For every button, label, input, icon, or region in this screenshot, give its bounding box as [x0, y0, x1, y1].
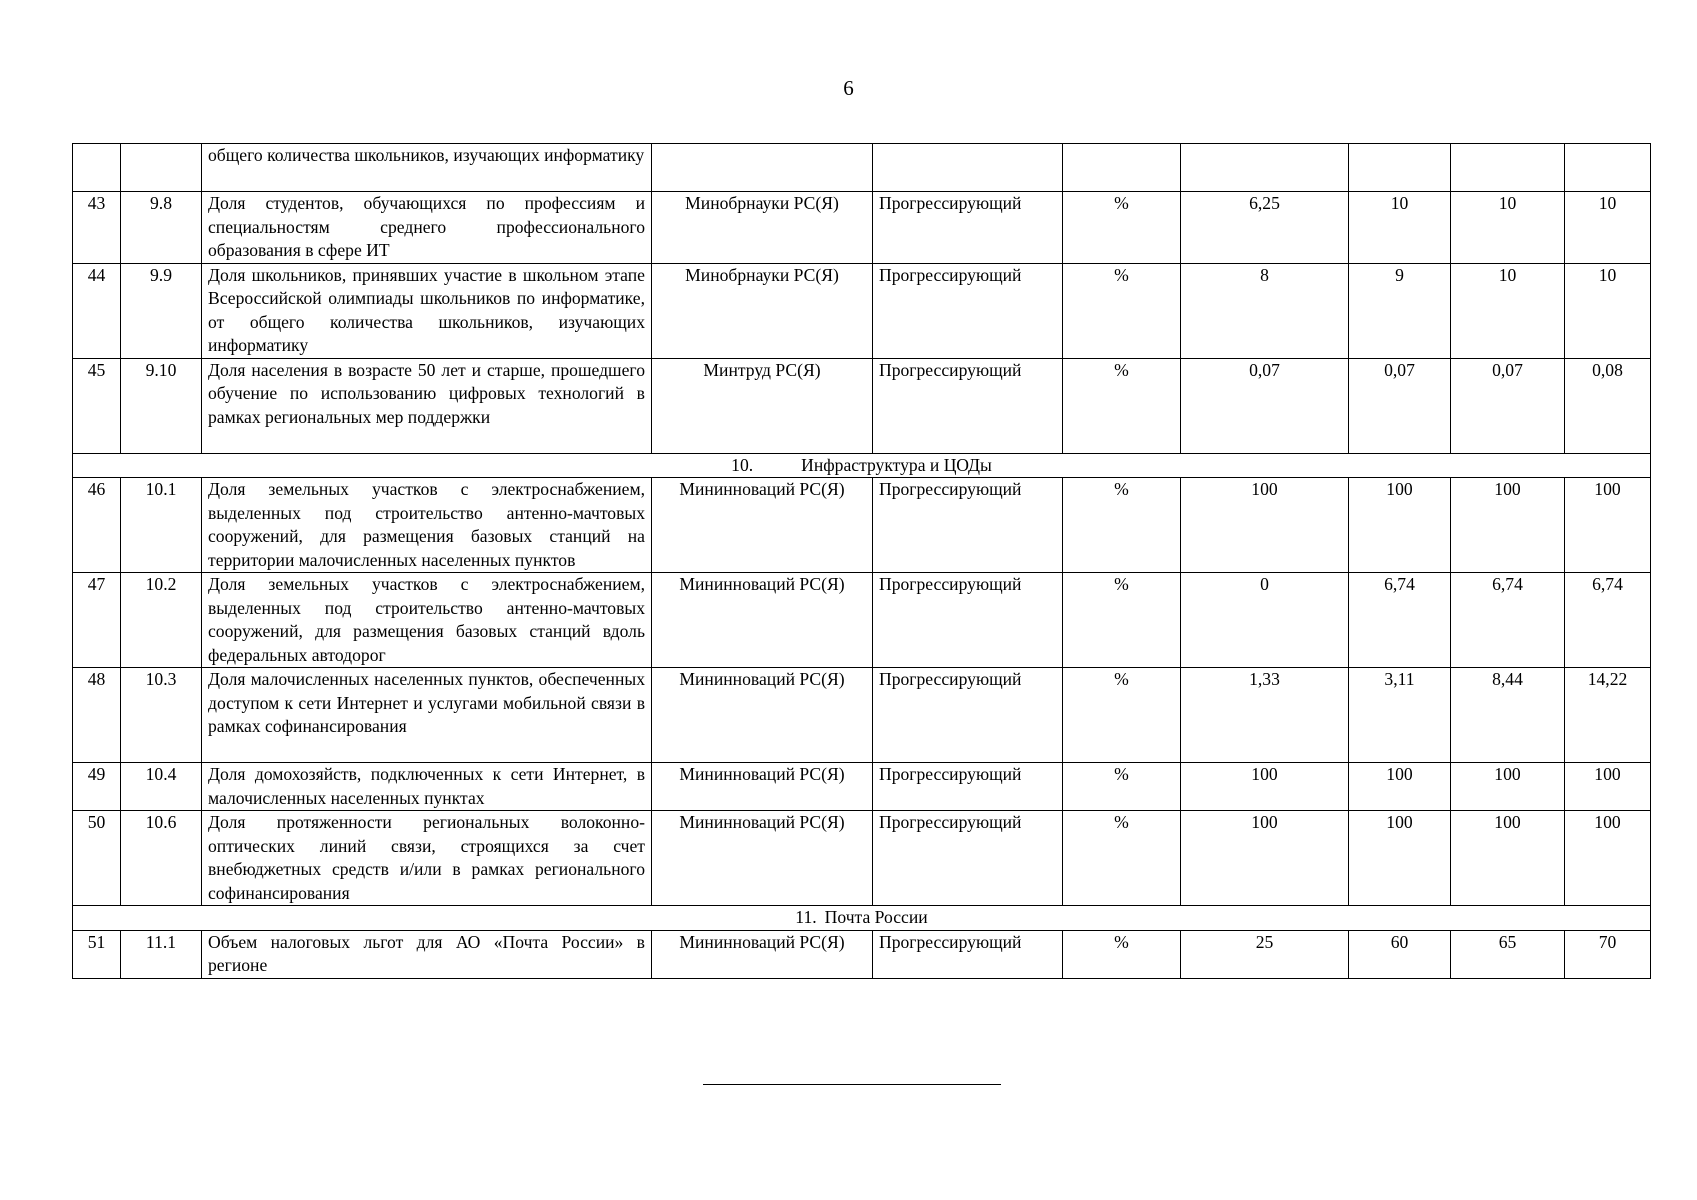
- indicator-code-cell: 10.2: [121, 573, 202, 668]
- indicator-name-cell: Объем налоговых льгот для АО «Почта России» в регионе: [202, 930, 652, 978]
- responsible-org-cell: Мининноваций РС(Я): [652, 478, 873, 573]
- row-number-cell: 45: [73, 358, 121, 453]
- value-cell: 100: [1349, 811, 1451, 906]
- indicator-name-cell: Доля протяженности региональных волоконно-оптических линий связи, строящихся за счет внебюджетных средств и/или в рамках регионального софинансирования: [202, 811, 652, 906]
- value-cell: 6,74: [1565, 573, 1651, 668]
- section-header-10: [73, 453, 1651, 478]
- row-number-cell: 46: [73, 478, 121, 573]
- responsible-org-cell: Мининноваций РС(Я): [652, 811, 873, 906]
- unit-cell: %: [1063, 573, 1181, 668]
- unit-cell: %: [1063, 763, 1181, 811]
- indicator-code-cell: 10.6: [121, 811, 202, 906]
- value-cell: 100: [1451, 478, 1565, 573]
- value-cell: 70: [1565, 930, 1651, 978]
- indicator-type-cell: Прогрессирующий: [873, 478, 1063, 573]
- value-cell: 10: [1451, 192, 1565, 264]
- unit-cell: %: [1063, 668, 1181, 763]
- value-cell: 6,25: [1181, 192, 1349, 264]
- value-cell: 60: [1349, 930, 1451, 978]
- row-number-cell: 44: [73, 263, 121, 358]
- unit-cell: %: [1063, 930, 1181, 978]
- responsible-org-cell: Мининноваций РС(Я): [652, 668, 873, 763]
- table-row: [73, 478, 1651, 573]
- value-cell: 10: [1451, 263, 1565, 358]
- row-number-cell: 47: [73, 573, 121, 668]
- value-cell: 10: [1565, 263, 1651, 358]
- responsible-org-cell: Мининноваций РС(Я): [652, 573, 873, 668]
- value-cell: 100: [1181, 811, 1349, 906]
- value-cell: 100: [1451, 763, 1565, 811]
- value-cell: 0,07: [1181, 358, 1349, 453]
- unit-cell: %: [1063, 358, 1181, 453]
- value-cell: 0,07: [1451, 358, 1565, 453]
- row-number-cell: 48: [73, 668, 121, 763]
- responsible-org-cell: Минтруд РС(Я): [652, 358, 873, 453]
- table-row: [73, 811, 1651, 906]
- value-cell: 6,74: [1349, 573, 1451, 668]
- indicator-code-cell: 9.10: [121, 358, 202, 453]
- indicator-type-cell: Прогрессирующий: [873, 358, 1063, 453]
- row-number-cell: 50: [73, 811, 121, 906]
- section-header-11: [73, 906, 1651, 931]
- table-row: [73, 668, 1651, 763]
- responsible-org-cell: Мининноваций РС(Я): [652, 930, 873, 978]
- indicator-name-cell: Доля студентов, обучающихся по профессиям и специальностям среднего профессионального образования в сфере ИТ: [202, 192, 652, 264]
- value-cell: 100: [1349, 478, 1451, 573]
- value-cell: 8: [1181, 263, 1349, 358]
- indicator-name-cell: Доля школьников, принявших участие в школьном этапе Всероссийской олимпиады школьников по информатике, от общего количества школьников, изучающих информатику: [202, 263, 652, 358]
- table-row: [73, 358, 1651, 453]
- section-number: 10.: [731, 454, 754, 475]
- value-cell: 100: [1565, 811, 1651, 906]
- value-cell: 0,07: [1349, 358, 1451, 453]
- row-number-cell: 43: [73, 192, 121, 264]
- value-cell: 65: [1451, 930, 1565, 978]
- value-cell: 10: [1349, 192, 1451, 264]
- table-row: [73, 192, 1651, 264]
- row-number-cell: 49: [73, 763, 121, 811]
- indicator-type-cell: Прогрессирующий: [873, 573, 1063, 668]
- footer-divider-line: [703, 1084, 1001, 1085]
- indicator-name-cell: Доля домохозяйств, подключенных к сети Интернет, в малочисленных населенных пунктах: [202, 763, 652, 811]
- value-cell: 14,22: [1565, 668, 1651, 763]
- value-cell: 0: [1181, 573, 1349, 668]
- responsible-org-cell: Мининноваций РС(Я): [652, 763, 873, 811]
- table-row: [73, 930, 1651, 978]
- section-number: 11.: [795, 907, 817, 927]
- value-cell: 100: [1565, 478, 1651, 573]
- indicator-type-cell: Прогрессирующий: [873, 668, 1063, 763]
- unit-cell: %: [1063, 478, 1181, 573]
- indicator-code-cell: 10.1: [121, 478, 202, 573]
- indicator-type-cell: Прогрессирующий: [873, 263, 1063, 358]
- value-cell: 100: [1181, 763, 1349, 811]
- table-row: [73, 263, 1651, 358]
- value-cell: 25: [1181, 930, 1349, 978]
- indicators-table: [72, 143, 1651, 979]
- indicator-name-cell: общего количества школьников, изучающих информатику: [202, 144, 652, 192]
- value-cell: 6,74: [1451, 573, 1565, 668]
- section-title: Почта России: [824, 907, 928, 927]
- indicator-code-cell: 11.1: [121, 930, 202, 978]
- indicator-type-cell: Прогрессирующий: [873, 763, 1063, 811]
- unit-cell: %: [1063, 263, 1181, 358]
- indicator-type-cell: Прогрессирующий: [873, 811, 1063, 906]
- value-cell: 100: [1181, 478, 1349, 573]
- value-cell: 3,11: [1349, 668, 1451, 763]
- indicator-code-cell: 9.8: [121, 192, 202, 264]
- table-row-continuation: [73, 144, 1651, 192]
- table-row: [73, 763, 1651, 811]
- value-cell: 100: [1349, 763, 1451, 811]
- value-cell: 9: [1349, 263, 1451, 358]
- value-cell: 100: [1565, 763, 1651, 811]
- indicator-name-cell: Доля малочисленных населенных пунктов, обеспеченных доступом к сети Интернет и услугами мобильной связи в рамках софинансирования: [202, 668, 652, 763]
- unit-cell: %: [1063, 811, 1181, 906]
- indicator-code-cell: 10.4: [121, 763, 202, 811]
- indicator-name-cell: Доля земельных участков с электроснабжением, выделенных под строительство антенно-мачтовых сооружений, для размещения базовых станций вдоль федеральных автодорог: [202, 573, 652, 668]
- indicator-code-cell: 10.3: [121, 668, 202, 763]
- section-title: Инфраструктура и ЦОДы: [801, 454, 992, 475]
- indicator-name-cell: Доля земельных участков с электроснабжением, выделенных под строительство антенно-мачтовых сооружений, для размещения базовых станций на территории малочисленных населенных пунктов: [202, 478, 652, 573]
- indicator-type-cell: Прогрессирующий: [873, 930, 1063, 978]
- row-number-cell: 51: [73, 930, 121, 978]
- value-cell: 100: [1451, 811, 1565, 906]
- indicator-type-cell: Прогрессирующий: [873, 192, 1063, 264]
- unit-cell: %: [1063, 192, 1181, 264]
- value-cell: 8,44: [1451, 668, 1565, 763]
- indicator-name-cell: Доля населения в возрасте 50 лет и старше, прошедшего обучение по использованию цифровых технологий в рамках региональных мер поддержки: [202, 358, 652, 453]
- value-cell: 1,33: [1181, 668, 1349, 763]
- table-row: [73, 573, 1651, 668]
- responsible-org-cell: Минобрнауки РС(Я): [652, 263, 873, 358]
- responsible-org-cell: Минобрнауки РС(Я): [652, 192, 873, 264]
- value-cell: 0,08: [1565, 358, 1651, 453]
- page-number: 6: [843, 76, 854, 100]
- value-cell: 10: [1565, 192, 1651, 264]
- indicator-code-cell: 9.9: [121, 263, 202, 358]
